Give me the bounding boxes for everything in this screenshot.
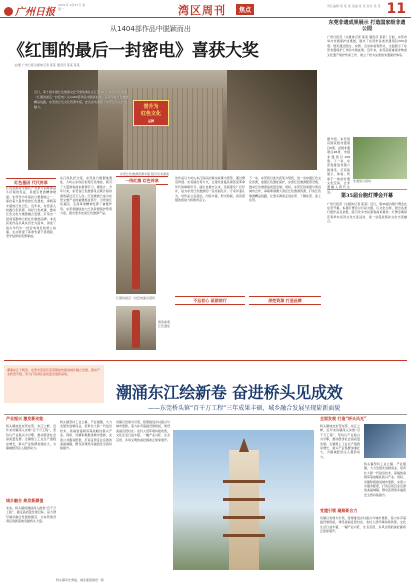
pagoda-caption: 桥头镇风光秀丽，城乡面貌焕然一新 — [56, 578, 105, 582]
bottom-column-1: 桥头镇地处东莞东部，东江之畔，近年来该镇深入实施“百千万工程”，坚持以产业振兴为引擎，推动经济社会高质量发展。全镇规上工业总产值稳步增长，新兴产业集群加速壮大，为镇域经济注入强劲动力。 — [6, 424, 56, 451]
bottom-divider — [4, 414, 407, 415]
bottom-label-2: 城乡融合 焕发新颜值 — [6, 498, 44, 503]
bottom-column-2: 桥头镇坚持工业立镇、产业强镇，大力发展先进制造业，培育壮大新一代信息技术、高端装备制造等战略性新兴产业。同时，该镇积极推进城市更新，完善公共服务配套，打造宜居宜业宜游的美丽城镇，群众获得感幸福感安全感持续提升。 — [60, 420, 112, 451]
bottom-column-5: 桥头镇坚持工业立镇、产业强镇，大力发展先进制造业，培育壮大新一代信息技术、高端装备制造等战略性新兴产业。同时，该镇积极推进城市更新，完善公共服务配套，打造宜居宜业宜游的美丽城镇，群众获得感幸福感安全感持续提升。 — [364, 462, 407, 497]
newspaper-logo — [4, 3, 55, 18]
sidebar-text-1: 广州日报讯（全媒体记者 某某 通讯员 某某）日前，东莞市举办非遗保护成果展，展出了东莞市各类非遗项目200余项。展览通过图文、实物、互动体验等形式，全面展示了东莞非遗保护工作的丰硕成果。近年来，东莞高度重视非物质文化遗产保护传承工作，建立了较为完善的非遗保护体系。 — [327, 35, 407, 57]
section-divider — [4, 360, 407, 361]
pagoda-photo — [173, 430, 314, 570]
bottom-column-1b: 未来，桥头镇将继续深入推进“百千万工程”，锚定高质量发展目标，奋力谱写城乡融合发展新篇章，为东莞建设湾区创新高地贡献桥头力量。 — [6, 506, 56, 524]
lead-column-1: 红色资源是中国共产党艰辛而辉煌奋斗历程的见证，是最宝贵的精神财富。东莞作为华南抗日根据地之一，保存着大量珍贵的红色遗址，承载着丰富的红色记忆。近年来，东莞深入挖掘红色资源，讲好红色故事，推动红色文化与旅游融合发展，打造出一批具有影响力的红色旅游品牌。本次获奖作品以真实历史为蓝本，讲述了战火年代中一封密电背后的感人故事，生动再现了革命先辈不畏艰险、坚守信仰的英勇事迹。 — [6, 186, 56, 239]
editor-info: 责任编辑 徐 某 某 美编 某 某 校对 某 某 — [327, 4, 381, 8]
lead-byline: 文/图 广州日报全媒体记者 某某 通讯员 某某 某某 — [14, 63, 80, 67]
bottom-column-3: 该镇以党建为引领，统筹推进乡村振兴与城市更新，着力补齐基础设施短板，建设美丽宜居村庄。农村人居环境持续改善，文化生活日益丰富，一幅产业兴旺、生态宜居、乡风文明的美好画卷正徐徐展开。 — [116, 420, 171, 442]
sidebar-text-2: 广州日报讯（全媒体记者 某某）近日，第35届台胞灯博会在东莞开幕。本届灯博会以灯彩为媒，以文化为桥，展出各类灯组作品百余组，吸引众多市民游客前来观赏。灯博会期间还将举办系列文化交流活动，进一步促进两岸文化交流融合。 — [327, 201, 407, 224]
sidebar-text-1b: 据介绍，东莞现有国家级非遗项目6项、省级非遗项目48项、市级非遗项目108项。下一步，东莞将推进非遗公园建设，打造集展示、体验、传承于一体的非遗文化空间，让非遗融入现代生活。 — [327, 137, 350, 194]
lead-kicker: 从1404部作品中脱颖而出 — [110, 25, 191, 33]
pagoda-tower — [229, 450, 259, 570]
sidebar-photo-wrap — [353, 137, 407, 183]
subhead-1: 红色基因 代代传承 — [6, 178, 56, 187]
bottom-photo-small — [364, 424, 406, 458]
sidebar-headline-1: 东莞非遗成果展示 打造国家级非遗公园 — [328, 20, 406, 32]
bottom-headline: 潮涌东江绘新卷 奋进桥头见成效 — [116, 383, 343, 402]
bottom-column-6: 该镇以党建为引领，统筹推进乡村振兴与城市更新，着力补齐基础设施短板，建设美丽宜居村庄。农村人居环境持续改善，文化生活日益丰富，一幅产业兴旺、生态宜居、乡风文明的美好画卷正徐徐展开。 — [320, 516, 406, 534]
hero-rock-left — [28, 70, 98, 170]
sidebar-photo-row — [327, 137, 407, 194]
red-culture-badge — [133, 100, 169, 126]
lead-column-3: 该作品以大岭山东江纵队的真实故事为原型，通过情景再现、实景演出等方式，让观众身临其境感受革命年代的峥嵘岁月。演出自推出以来，受到观众广泛好评，成为东莞红色旅游的一张亮丽名片。专家评委认为，该作品立意高远，内容丰富，形式新颖，具有很强的感染力和教育意义。 — [175, 176, 245, 203]
logo-icon — [4, 7, 13, 16]
lead-column-4: 下一步，东莞将以此次获奖为契机，进一步挖掘红色文化资源，加强红色遗址保护，完善红色旅游配套设施，推动红色旅游高质量发展。同时，东莞还将加强与周边城市合作，串联粤港澳大湾区红色旅游资源，打造红色旅游精品线路，让更多游客走进东莞、了解东莞、爱上东莞。 — [249, 176, 322, 203]
badge-line-2: 红色文化 — [140, 111, 161, 117]
section-title: 湾区周刊 — [178, 4, 226, 17]
bottom-kicker-box: 潮涌东江千帆竞，东莞市某某区某某镇加快推进城乡融合发展，推动产业转型升级，努力打造湾区高质量发展新高地。 — [4, 365, 104, 403]
lead-column-2: 东江纵队纪念馆、东莞抗日根据地遗址、大岭山东纵旧址等红色地标，吸引了大量游客前来参观学习。据统计，今年以来，东莞各红色旅游景点累计接待游客超过百万人次。红色旅游已成为东莞文旅产业的重要组成部分，为传承红色基因、弘扬革命精神发挥了重要作用。东莞将继续加大红色资源保护利用力度，推出更多优质红色旅游产品。 — [60, 176, 112, 216]
sidebar — [327, 20, 407, 360]
logo-text: 广州日报 — [15, 7, 55, 18]
bottom-subheadline: ——东莞桥头镇“百千万工程”三年成果丰硕，城乡融合发展呈现崭新面貌 — [148, 405, 341, 412]
bottom-label-4: 党建引领 凝聚新合力 — [320, 508, 358, 513]
page-number: 11 — [386, 1, 406, 17]
badge-line-3: 品牌 — [147, 119, 154, 123]
masthead — [0, 0, 411, 18]
hero-overlay-text: 近日，第十届中国红色旅游文化节颁奖典礼在江西举行。东莞市获选的《红围的最后一封密电》从1404部作品中脱颖而出，获评年度红色旅游精品线路。东莞的红色文化资源丰富，此次获奖展现了东莞红色文化的魅力。 — [34, 90, 129, 109]
bottom-label-3: 全面发展 打造“桥头风光” — [320, 416, 367, 421]
hero-rock-right — [227, 70, 317, 170]
sidebar-headline-2: 第35届台胞灯博会开幕 — [341, 192, 393, 199]
hero-photo — [28, 70, 317, 170]
subhead-2: 一线红旗 红色传承 — [116, 176, 168, 185]
lead-headline: 《红围的最后一封密电》喜获大奖 — [8, 41, 259, 61]
badge-line-1: 晋升为 — [143, 104, 159, 110]
hero-caption: 东莞红色旅游资源丰富 吸引众多游客 — [120, 172, 169, 176]
subhead-3: 不忘初心 砥砺前行 — [175, 296, 245, 305]
subhead-4: 深挖资源 打造品牌 — [249, 296, 321, 305]
sidebar-photo-caption: 非遗展示现场 — [353, 179, 372, 183]
date-line: 2021年 9月27日 星期一 — [58, 3, 86, 11]
photo-caption-2: 游客参观红色遗址 — [158, 320, 171, 328]
section-tag: 焦点 — [236, 4, 254, 15]
red-site-photo — [116, 306, 156, 350]
sidebar-photo — [353, 137, 407, 179]
bottom-column-4: 桥头镇地处东莞东部，东江之畔，近年来该镇深入实施“百千万工程”，坚持以产业振兴为引擎，推动经济社会高质量发展。全镇规上工业总产值稳步增长，新兴产业集群加速壮大，为镇域经济注入强劲动力。 — [320, 424, 360, 459]
photo-caption-1: 红围的最后一封密电演出现场 — [116, 296, 156, 300]
bottom-label-1: 产业振兴 激发新动能 — [6, 416, 44, 421]
red-gate-photo — [116, 184, 156, 294]
